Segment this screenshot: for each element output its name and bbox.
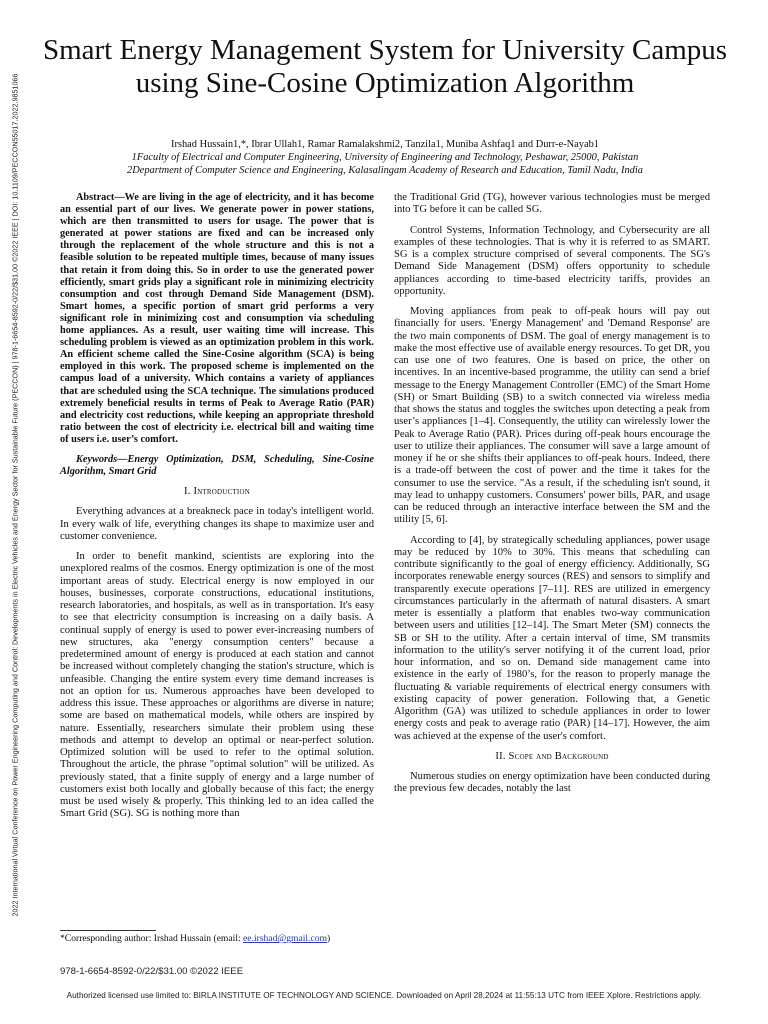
footnote-rule	[60, 930, 156, 931]
right-paragraph-2: Moving appliances from peak to off-peak hours will pay out financially for users. 'Energy Management' and 'Demand Response' are the two main components of DSM. The goal of energy management is to make the most effective use of available energy resources. To get DR, you can use one of two features. One is based on price, the other on incentives. In an incentive-based programme, the utility can send a brief message to the Energy Management Controller (EMC) of the Smart Home (SH) or Smart Building (SB) to a switch connected via wireless media that shows the status and toggles the switches upon detecting a peak from user’s appliances [1–4]. Consequently, the utility can wirelessly lower the Peak to Average Ratio (PAR). Prices during off-peak hours encourage the user to utilize their appliances. The consumer will save a large amount of money if he or she shifts their appliances to off-peak hours. Indeed, there is a trade-off between the cost of power and the time it takes for the consumer to use the service. "As a result, if the scheduling isn't sound, it may lead to unhappy customers. Consumers' power bills, PAR, and usage can be reduced through an interactive interface between the SM and the utility [5, 6].	[394, 306, 710, 526]
isbn-line: 978-1-6654-8592-0/22/$31.00 ©2022 IEEE	[60, 966, 244, 977]
section-heading-scope: II. Scope and Background	[495, 750, 609, 762]
right-paragraph-1: Control Systems, Information Technology, and Cybersecurity are all examples of these technologies. That is why it is referred to as SMART. SG is a complex structure comprised of several components. The SG's Demand Side Management (DSM) offers opportunity to schedule appliances according to time-based electricity tariffs, provides an opportunity.	[394, 224, 710, 297]
right-paragraph-4: Numerous studies on energy optimization have been conducted during the previous few decades, notably the last	[394, 771, 710, 795]
intro-paragraph-1: Everything advances at a breakneck pace in today's intelligent world. In every walk of life, everything changes its shape to maximize user and customer convenience.	[60, 506, 374, 542]
right-column	[394, 192, 710, 804]
right-paragraph-continuation: the Traditional Grid (TG), however various technologies must be merged into TG before it can be called SG.	[394, 192, 710, 216]
license-footer: Authorized licensed use limited to: BIRLA INSTITUTE OF TECHNOLOGY AND SCIENCE. Downloaded on April 28,2024 at 11:55:13 UTC from IEEE Xplore. Restrictions apply.	[66, 991, 702, 1000]
right-paragraph-3: According to [4], by strategically scheduling appliances, power usage may be reduced by 10% to 30%. This means that scheduling can contribute significantly to the goal of energy efficiency. Additionally, SG incorporates renewable energy sources (RES) and sensors to simplify and transparently execute operations [7–11]. RES are utilized in emergency circumstances particularly in the aftermath of natural disasters. A smart meter is essentially a platform that enables two-way communication between users and utilities [12–14]. The Smart Meter (SM) connects the SB or SH to the utility. After a certain interval of time, SM transmits information to the utility's server notifying it of the current load, prior hour information, and so on. Demand side management came into existence in the early of 1980’s, for the reason to properly manage the fluctuating & variable requirements of electrical energy consumers with existing capacity of power generation. Following that, a Genetic Algorithm (GA) was utilized to schedule appliances in order to lower energy costs and peak to average ratio (PAR) [14–17]. However, the aim was achieved at the expense of the user's comfort.	[394, 534, 710, 742]
abstract: Abstract—We are living in the age of electricity, and it has become an essential part of our lives. We generate power in power stations, which are then transmitted to users for usage. The power that is generated at power stations are fixed and can be increased only through the replacement of the whole structure and this is not a feasible solution to be repeated multiple times, because of many issues that retain it from doing this. So in order to use the generated power efficiently, smart grids play a significant role in minimizing electricity consumption and cost through Demand Side Management (DSM). Smart homes, a specific portion of smart grid performs a very significant role in minimizing cost and consumption via scheduling home appliances. As a result, user waiting time will increase. This scheduling problem is viewed as an optimization problem in this work. An efficient scheme called the Sine-Cosine algorithm (SCA) is being employed in this work. The proposed scheme is implemented on the campus load of a university. Which contains a variety of appliances that are scheduled using the SCA technique. The simulations produced extremely beneficial results in terms of Peak to Average Ratio (PAR) and electricity cost reductions, while keeping an appropriate threshold ratio between the cost of electricity i.e. electrical bill and waiting time of users i.e. user’s comfort.	[60, 192, 374, 445]
left-column	[60, 192, 374, 829]
doi-side-note: 2022 International Virtual Conference on Power Engineering Computing and Control: Developments in Electric Vehicles and Energy Sector for Sustainable Future (PECCON) | 978-1-6654-8592-0/22/$31.00 ©2022 IEEE | DOI: 10.1109/PECCON55017.2022.9851066	[10, 73, 20, 917]
paper-title: Smart Energy Management System for University Campus using Sine-Cosine Optimization Algorithm	[42, 34, 728, 99]
author-list: Irshad Hussain1,*, Ibrar Ullah1, Ramar Ramalakshmi2, Tanzila1, Muniba Ashfaq1 and Durr-e-Nayab1	[171, 139, 599, 150]
author-email-link[interactable]: ee.irshad@gmail.com	[243, 933, 328, 944]
affiliations	[40, 152, 730, 177]
intro-paragraph-2: In order to benefit mankind, scientists are exploring into the unexplored realms of the cosmos. Energy optimization is one of the most important areas of study. Electrical energy is now employed in our houses, businesses, corporate constructions, educational institutions, research laboratories, and hospitals, as well as in transportation. It's easy to see that electricity consumption is increasing on a daily basis. A continual supply of energy is used to power ever-increasing numbers of new structures, aka "energy consumption centers" because a predetermined amount of energy is produced at each station and cannot be increased without completely changing the station's structure, which is unfeasible. Changing the entire system every time demand increases is not an option for us. Numerous approaches have been developed to address this issue. These approaches or algorithms are diverse in nature; some are based on mathematical models, while others are inspired by nature. Essentially, researchers simulate their problem using these methods and attempt to develop an optimal or near-perfect solution. Optimized solution will be used to refer to the optimal solution. Throughout the article, the phrase "optimal solution" will be utilized. As previously stated, that a finite supply of energy and a large number of customers exist both locally and globally because of this fact; the energy must be used wisely & properly. This thinking led to an idea called the Smart Grid (SG). SG is nothing more than	[60, 551, 374, 820]
keywords: Keywords—Energy Optimization, DSM, Scheduling, Sine-Cosine Algorithm, Smart Grid	[60, 453, 374, 478]
corresponding-author-footnote: *Corresponding author: Irshad Hussain (email: ee.irshad@gmail.com)	[60, 933, 331, 944]
affiliation-2: 2Department of Computer Science and Engineering, Kalasalingam Academy of Research and Education, Tamil Nadu, India	[127, 164, 643, 176]
section-heading-introduction: I. Introduction	[184, 486, 250, 498]
affiliation-1: 1Faculty of Electrical and Computer Engineering, University of Engineering and Technology, Peshawar, 25000, Pakistan	[131, 152, 639, 163]
